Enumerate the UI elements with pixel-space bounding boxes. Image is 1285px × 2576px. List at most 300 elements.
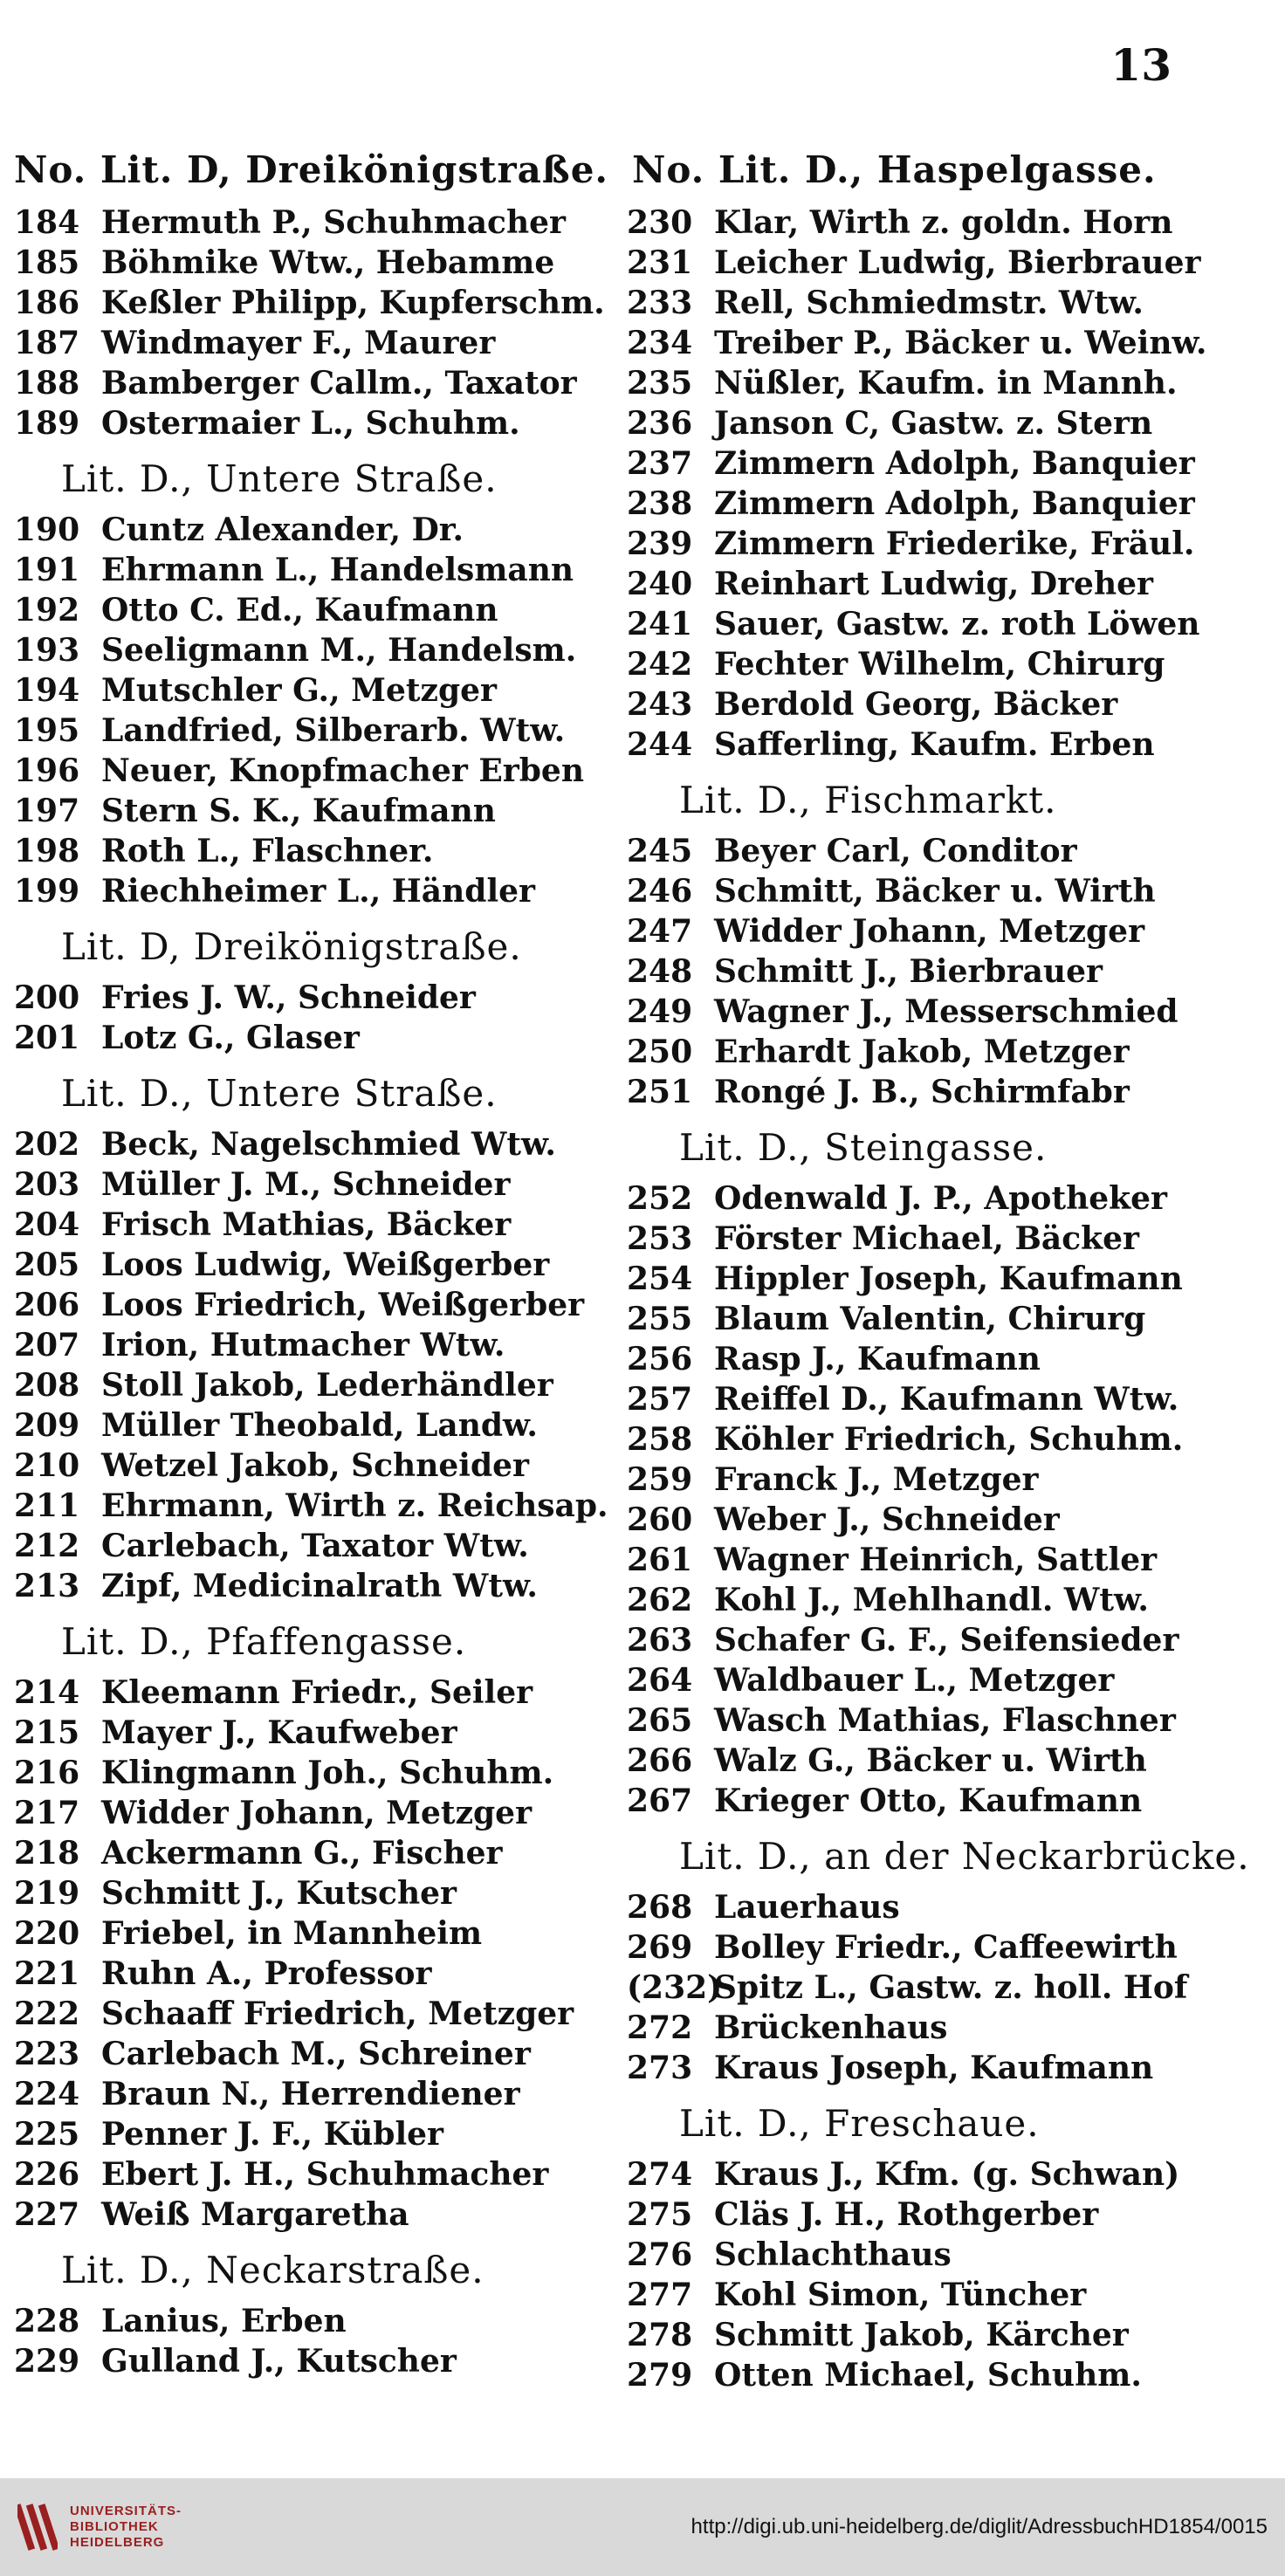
resident-name: Gulland J., Kutscher [101,2343,457,2380]
house-number: 229 [14,2343,80,2380]
house-number: 273 [627,2050,693,2086]
directory-entry [9,1994,620,2034]
resident-name: Seeligmann M., Handelsm. [101,632,577,669]
directory-entry [627,911,1255,951]
directory-entry [9,751,620,791]
house-number: 222 [14,1996,80,2032]
house-number: 240 [627,566,693,602]
directory-entry [627,1700,1255,1741]
resident-name: Braun N., Herrendiener [101,2076,520,2112]
resident-name: Cuntz Alexander, Dr. [101,512,464,548]
house-number: 187 [14,325,80,361]
house-number: 264 [627,1662,693,1699]
directory-entry [9,1793,620,1833]
resident-name: Bolley Friedr., Caffeewirth [714,1929,1178,1966]
resident-name: Krieger Otto, Kaufmann [714,1783,1143,1819]
right-column-header: No. Lit. D., Haspelgasse. [632,148,1157,191]
directory-entry [627,1620,1255,1660]
directory-entry [627,871,1255,911]
directory-entry [9,1526,620,1566]
resident-name: Cläs J. H., Rothgerber [714,2196,1099,2233]
resident-name: Zipf, Medicinalrath Wtw. [101,1568,538,1604]
house-number: 245 [627,833,693,869]
resident-name: Stoll Jakob, Lederhändler [101,1367,553,1404]
resident-name: Zimmern Friederike, Fräul. [714,526,1195,562]
resident-name: Beck, Nagelschmied Wtw. [101,1126,556,1163]
street-heading: Lit. D., an der Neckarbrücke. [679,1835,1250,1878]
resident-name: Klar, Wirth z. goldn. Horn [714,204,1173,241]
directory-entry [9,1245,620,1285]
resident-name: Irion, Hutmacher Wtw. [101,1327,505,1364]
house-number: 199 [14,873,80,910]
house-number: 215 [14,1714,80,1751]
house-number: 257 [627,1381,693,1418]
resident-name: Widder Johann, Metzger [714,913,1145,950]
resident-name: Hippler Joseph, Kaufmann [714,1261,1183,1297]
resident-name: Wetzel Jakob, Schneider [101,1447,530,1484]
directory-entry [9,2074,620,2114]
house-number: 227 [14,2196,80,2233]
house-number: 202 [14,1126,80,1163]
footer-bar [0,2478,1285,2576]
directory-entry [627,1460,1255,1500]
resident-name: Böhmike Wtw., Hebamme [101,244,555,281]
directory-entry [627,1072,1255,1112]
resident-name: Stern S. K., Kaufmann [101,793,496,829]
resident-name: Hermuth P., Schuhmacher [101,204,567,241]
house-number: 204 [14,1206,80,1243]
resident-name: Safferling, Kaufm. Erben [714,726,1155,763]
house-number: 251 [627,1074,693,1110]
directory-entry [627,1219,1255,1259]
resident-name: Ostermaier L., Schuhm. [101,405,520,442]
house-number: 255 [627,1301,693,1337]
directory-entry [9,1566,620,1606]
resident-name: Fries J. W., Schneider [101,979,476,1016]
house-number: 248 [627,953,693,990]
resident-name: Wagner Heinrich, Sattler [714,1542,1158,1578]
house-number: 228 [14,2303,80,2339]
resident-name: Kraus Joseph, Kaufmann [714,2050,1154,2086]
directory-entry [627,1500,1255,1540]
resident-name: Fechter Wilhelm, Chirurg [714,646,1165,683]
directory-entry [9,2154,620,2195]
directory-entry [627,283,1255,323]
directory-entry [9,510,620,550]
resident-name: Roth L., Flaschner. [101,833,434,869]
directory-entry [9,2034,620,2074]
resident-name: Brückenhaus [714,2009,948,2046]
resident-name: Blaum Valentin, Chirurg [714,1301,1146,1337]
directory-entry [627,2154,1255,2195]
directory-entry [627,443,1255,484]
directory-entry [9,363,620,403]
house-number: 198 [14,833,80,869]
directory-entry [9,630,620,670]
directory-entry [627,2355,1255,2395]
library-name [70,2504,182,2551]
directory-entry [627,2008,1255,2048]
house-number: 189 [14,405,80,442]
house-number: 194 [14,672,80,709]
resident-name: Weiß Margaretha [101,2196,409,2233]
resident-name: Rongé J. B., Schirmfabr [714,1074,1130,1110]
house-number: 254 [627,1261,693,1297]
directory-entry [627,604,1255,644]
resident-name: Kleemann Friedr., Seiler [101,1674,533,1711]
house-number: 207 [14,1327,80,1364]
resident-name: Kraus J., Kfm. (g. Schwan) [714,2156,1180,2193]
house-number: 253 [627,1220,693,1257]
directory-entry [627,1379,1255,1419]
library-name-line: BIBLIOTHEK [70,2519,159,2534]
directory-entry [627,323,1255,363]
house-number: 193 [14,632,80,669]
resident-name: Beyer Carl, Conditor [714,833,1077,869]
house-number: 272 [627,2009,693,2046]
directory-entry [627,644,1255,684]
resident-name: Schlachthaus [714,2236,952,2273]
house-number: 216 [14,1755,80,1791]
directory-entry [627,951,1255,992]
source-url-link[interactable]: http://digi.ub.uni-heidelberg.de/diglit/AdressbuchHD1854/0015 [691,2515,1268,2538]
house-number: 244 [627,726,693,763]
house-number: 223 [14,2036,80,2072]
resident-name: Landfried, Silberarb. Wtw. [101,712,566,749]
house-number: 243 [627,686,693,723]
resident-name: Janson C, Gastw. z. Stern [714,405,1153,442]
directory-entry [9,590,620,630]
resident-name: Zimmern Adolph, Banquier [714,445,1195,482]
directory-entry [9,831,620,871]
street-heading: Lit. D., Freschaue. [679,2102,1040,2145]
resident-name: Erhardt Jakob, Metzger [714,1034,1130,1070]
directory-entry [9,1124,620,1164]
house-number: 226 [14,2156,80,2193]
house-number: 206 [14,1287,80,1323]
house-number: 218 [14,1835,80,1872]
directory-entry [627,363,1255,403]
left-column [9,148,620,2381]
house-number: 269 [627,1929,693,1966]
directory-entry [627,1032,1255,1072]
resident-name: Ehrmann L., Handelsmann [101,552,574,588]
directory-entry [9,1285,620,1325]
resident-name: Berdold Georg, Bäcker [714,686,1118,723]
house-number: 256 [627,1341,693,1377]
directory-entry [627,1927,1255,1968]
directory-entry [627,1419,1255,1460]
directory-entry [627,2235,1255,2275]
resident-name: Schafer G. F., Seifensieder [714,1622,1179,1659]
street-heading: Lit. D., Steingasse. [679,1126,1048,1169]
resident-name: Köhler Friedrich, Schuhm. [714,1421,1184,1458]
directory-entry [627,2275,1255,2315]
directory-entry [9,1913,620,1954]
resident-name: Reinhart Ludwig, Dreher [714,566,1153,602]
house-number: 212 [14,1528,80,1564]
house-number: 210 [14,1447,80,1484]
directory-entry [9,1205,620,1245]
house-number: 278 [627,2317,693,2353]
house-number: 201 [14,1020,80,1056]
left-column-header: No. Lit. D, Dreikönigstraße. [14,148,609,191]
resident-name: Spitz L., Gastw. z. holl. Hof [714,1969,1188,2006]
directory-entry [9,323,620,363]
street-heading: Lit. D, Dreikönigstraße. [61,925,522,968]
resident-name: Wasch Mathias, Flaschner [714,1702,1176,1739]
house-number: 200 [14,979,80,1016]
directory-entry [9,670,620,711]
resident-name: Kohl Simon, Tüncher [714,2277,1087,2313]
directory-entry [627,524,1255,564]
resident-name: Sauer, Gastw. z. roth Löwen [714,606,1200,642]
directory-entry [9,871,620,911]
directory-entry [627,243,1255,283]
resident-name: Lotz G., Glaser [101,1020,360,1056]
house-number: 275 [627,2196,693,2233]
directory-entry [627,684,1255,725]
directory-entry [627,1178,1255,1219]
resident-name: Friebel, in Mannheim [101,1915,483,1952]
house-number: (232) [627,1969,723,2006]
house-number: 184 [14,204,80,241]
resident-name: Schmitt, Bäcker u. Wirth [714,873,1156,910]
resident-name: Schaaff Friedrich, Metzger [101,1996,574,2032]
resident-name: Widder Johann, Metzger [101,1795,533,1831]
resident-name: Waldbauer L., Metzger [714,1662,1115,1699]
resident-name: Schmitt Jakob, Kärcher [714,2317,1129,2353]
house-number: 192 [14,592,80,629]
library-name-line: HEIDELBERG [70,2535,165,2550]
resident-name: Carlebach, Taxator Wtw. [101,1528,529,1564]
directory-entry [627,2315,1255,2355]
resident-name: Walz G., Bäcker u. Wirth [714,1742,1147,1779]
house-number: 250 [627,1034,693,1070]
house-number: 267 [627,1783,693,1819]
resident-name: Ebert J. H., Schuhmacher [101,2156,549,2193]
library-emblem-icon [17,2498,58,2556]
directory-entry [9,2114,620,2154]
page-number: 13 [1110,39,1172,91]
street-heading: Lit. D., Untere Straße. [61,457,498,500]
house-number: 186 [14,285,80,321]
house-number: 188 [14,365,80,402]
directory-entry [627,403,1255,443]
house-number: 185 [14,244,80,281]
house-number: 261 [627,1542,693,1578]
house-number: 260 [627,1501,693,1538]
directory-entry [9,1365,620,1405]
house-number: 217 [14,1795,80,1831]
directory-entry [627,1540,1255,1580]
house-number: 262 [627,1582,693,1618]
house-number: 249 [627,993,693,1030]
house-number: 221 [14,1955,80,1992]
directory-entry [627,1741,1255,1781]
resident-name: Ackermann G., Fischer [101,1835,503,1872]
directory-entry [9,1405,620,1446]
house-number: 231 [627,244,693,281]
house-number: 246 [627,873,693,910]
street-heading: Lit. D., Fischmarkt. [679,779,1057,821]
house-number: 263 [627,1622,693,1659]
house-number: 265 [627,1702,693,1739]
house-number: 208 [14,1367,80,1404]
directory-entry [627,1299,1255,1339]
directory-entry [9,1325,620,1365]
house-number: 196 [14,752,80,789]
directory-entry [9,283,620,323]
directory-entry [9,243,620,283]
house-number: 197 [14,793,80,829]
resident-name: Ehrmann, Wirth z. Reichsap. [101,1487,608,1524]
resident-name: Mutschler G., Metzger [101,672,498,709]
library-logo[interactable] [0,2498,182,2556]
directory-entry [9,1018,620,1058]
resident-name: Riechheimer L., Händler [101,873,535,910]
house-number: 237 [627,445,693,482]
directory-entry [627,1580,1255,1620]
directory-entry [9,1446,620,1486]
house-number: 241 [627,606,693,642]
house-number: 235 [627,365,693,402]
resident-name: Odenwald J. P., Apotheker [714,1180,1167,1217]
right-column [627,148,1255,2395]
directory-entry [9,550,620,590]
house-number: 191 [14,552,80,588]
resident-name: Reiffel D., Kaufmann Wtw. [714,1381,1179,1418]
house-number: 214 [14,1674,80,1711]
directory-entry [9,1673,620,1713]
directory-entry [9,1486,620,1526]
directory-entry [9,403,620,443]
directory-entry [627,2048,1255,2088]
house-number: 239 [627,526,693,562]
house-number: 211 [14,1487,80,1524]
house-number: 266 [627,1742,693,1779]
house-number: 219 [14,1875,80,1912]
directory-entry [9,1873,620,1913]
house-number: 252 [627,1180,693,1217]
house-number: 224 [14,2076,80,2112]
resident-name: Carlebach M., Schreiner [101,2036,531,2072]
resident-name: Müller Theobald, Landw. [101,1407,538,1444]
resident-name: Rasp J., Kaufmann [714,1341,1041,1377]
directory-entry [9,1753,620,1793]
resident-name: Windmayer F., Maurer [101,325,496,361]
resident-name: Zimmern Adolph, Banquier [714,485,1195,522]
resident-name: Franck J., Metzger [714,1461,1039,1498]
directory-entry [9,978,620,1018]
directory-entry [9,2341,620,2381]
resident-name: Klingmann Joh., Schuhm. [101,1755,554,1791]
house-number: 230 [627,204,693,241]
house-number: 276 [627,2236,693,2273]
house-number: 247 [627,913,693,950]
resident-name: Rell, Schmiedmstr. Wtw. [714,285,1144,321]
resident-name: Schmitt J., Kutscher [101,1875,457,1912]
house-number: 225 [14,2116,80,2153]
directory-entry [627,831,1255,871]
house-number: 258 [627,1421,693,1458]
resident-name: Förster Michael, Bäcker [714,1220,1139,1257]
directory-entry [627,203,1255,243]
house-number: 242 [627,646,693,683]
directory-entry [627,1887,1255,1927]
resident-name: Nüßler, Kaufm. in Mannh. [714,365,1178,402]
directory-entry [627,992,1255,1032]
directory-entry [627,1339,1255,1379]
directory-entry [9,203,620,243]
house-number: 213 [14,1568,80,1604]
directory-entry [627,1781,1255,1821]
street-heading: Lit. D., Untere Straße. [61,1072,498,1115]
directory-entry [9,1954,620,1994]
house-number: 277 [627,2277,693,2313]
house-number: 234 [627,325,693,361]
resident-name: Keßler Philipp, Kupferschm. [101,285,605,321]
directory-entry [627,1259,1255,1299]
house-number: 268 [627,1889,693,1926]
resident-name: Bamberger Callm., Taxator [101,365,577,402]
house-number: 274 [627,2156,693,2193]
directory-entry [627,1660,1255,1700]
directory-entry [627,2195,1255,2235]
resident-name: Weber J., Schneider [714,1501,1060,1538]
directory-entry [9,711,620,751]
resident-name: Leicher Ludwig, Bierbrauer [714,244,1201,281]
house-number: 279 [627,2357,693,2394]
resident-name: Treiber P., Bäcker u. Weinw. [714,325,1207,361]
street-heading: Lit. D., Neckarstraße. [61,2249,484,2291]
resident-name: Loos Ludwig, Weißgerber [101,1247,550,1283]
directory-entry [627,1968,1255,2008]
street-heading: Lit. D., Pfaffengasse. [61,1620,467,1663]
resident-name: Neuer, Knopfmacher Erben [101,752,585,789]
directory-entry [627,564,1255,604]
house-number: 233 [627,285,693,321]
directory-entry [9,1164,620,1205]
resident-name: Müller J. M., Schneider [101,1166,511,1203]
resident-name: Ruhn A., Professor [101,1955,432,1992]
resident-name: Otten Michael, Schuhm. [714,2357,1142,2394]
resident-name: Penner J. F., Kübler [101,2116,443,2153]
house-number: 205 [14,1247,80,1283]
house-number: 220 [14,1915,80,1952]
house-number: 259 [627,1461,693,1498]
resident-name: Lanius, Erben [101,2303,347,2339]
library-name-line: UNIVERSITÄTS- [70,2504,182,2518]
resident-name: Frisch Mathias, Bäcker [101,1206,512,1243]
resident-name: Mayer J., Kaufweber [101,1714,457,1751]
resident-name: Schmitt J., Bierbrauer [714,953,1103,990]
house-number: 195 [14,712,80,749]
house-number: 236 [627,405,693,442]
house-number: 209 [14,1407,80,1444]
directory-entry [627,725,1255,765]
directory-entry [9,2301,620,2341]
directory-entry [627,484,1255,524]
directory-entry [9,2195,620,2235]
resident-name: Kohl J., Mehlhandl. Wtw. [714,1582,1149,1618]
resident-name: Wagner J., Messerschmied [714,993,1178,1030]
house-number: 203 [14,1166,80,1203]
house-number: 238 [627,485,693,522]
directory-entry [9,1833,620,1873]
directory-entry [9,791,620,831]
house-number: 190 [14,512,80,548]
